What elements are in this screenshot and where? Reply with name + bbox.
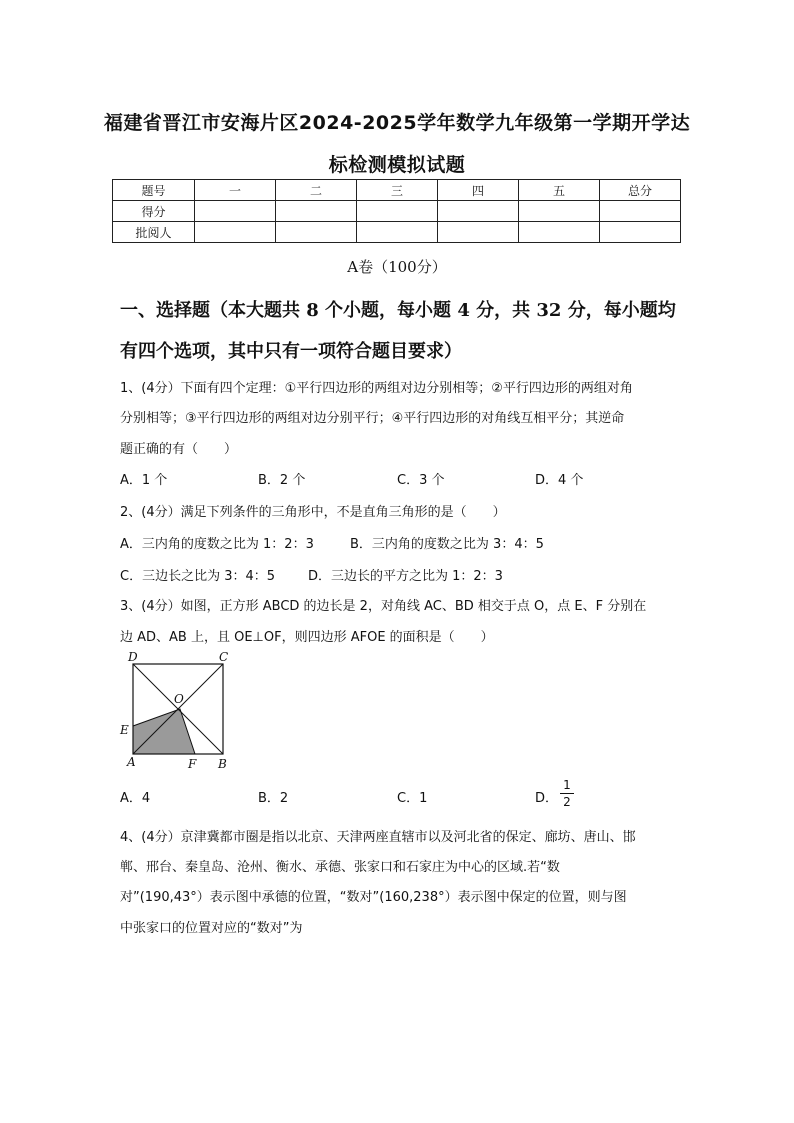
q4-line-2: 郸、邢台、秦皇岛、沧州、衡水、承德、张家口和石家庄为中心的区域.若“数 xyxy=(120,860,560,875)
label-b: B xyxy=(218,757,227,771)
score-cell[interactable] xyxy=(438,201,519,222)
label-f: F xyxy=(188,757,197,771)
grader-row xyxy=(113,222,681,243)
label-o: O xyxy=(174,692,184,706)
q3-line-1: 3、(4分）如图，正方形 ABCD 的边长是 2，对角线 AC、BD 相交于点 O，点 E、F 分别在 xyxy=(120,599,647,614)
q1-option-b[interactable]: B．2 个 xyxy=(258,473,306,488)
paper-section-heading: A卷（100分） xyxy=(347,258,447,276)
q3-option-c[interactable]: C．1 xyxy=(397,791,428,806)
score-table xyxy=(112,179,681,243)
grader-cell[interactable] xyxy=(600,222,681,243)
q2-option-c[interactable]: C．三边长之比为 3：4：5 xyxy=(120,569,276,584)
section1-heading-line-1: 一、选择题（本大题共 8 个小题，每小题 4 分，共 32 分，每小题均 xyxy=(120,300,676,321)
header-cell-total: 总分 xyxy=(600,180,681,201)
q1-option-d[interactable]: D．4 个 xyxy=(535,473,584,488)
section1-heading-line-2: 有四个选项，其中只有一项符合题目要求） xyxy=(120,341,462,362)
label-c: C xyxy=(219,650,229,664)
grader-cell[interactable] xyxy=(438,222,519,243)
score-cell[interactable] xyxy=(276,201,357,222)
q4-line-1: 4、(4分）京津冀都市圈是指以北京、天津两座直辖市以及河北省的保定、廊坊、唐山、邯 xyxy=(120,830,636,845)
q1-line-2: 分别相等；③平行四边形的两组对边分别平行；④平行四边形的对角线互相平分；其逆命 xyxy=(120,411,625,426)
title-line-2: 标检测模拟试题 xyxy=(328,154,466,176)
q1-line-1: 1、(4分）下面有四个定理：①平行四边形的两组对边分别相等；②平行四边形的两组对角 xyxy=(120,381,633,396)
q2-option-a[interactable]: A．三内角的度数之比为 1：2：3 xyxy=(120,537,314,552)
q1-line-3: 题正确的有（ ） xyxy=(120,442,238,457)
score-cell[interactable] xyxy=(195,201,276,222)
score-cell[interactable] xyxy=(600,201,681,222)
fraction-denominator: 2 xyxy=(563,795,571,809)
score-row xyxy=(113,201,681,222)
row-label-score: 得分 xyxy=(113,201,195,222)
square-figure xyxy=(115,645,240,775)
q3-option-d[interactable]: D． xyxy=(535,791,559,806)
q3-option-b[interactable]: B．2 xyxy=(258,791,289,806)
grader-cell[interactable] xyxy=(195,222,276,243)
q3-line-2: 边 AD、AB 上，且 OE⊥OF，则四边形 AFOE 的面积是（ ） xyxy=(120,630,494,645)
score-table-header-row xyxy=(113,180,681,201)
header-cell-3: 三 xyxy=(357,180,438,201)
q1-option-c[interactable]: C．3 个 xyxy=(397,473,445,488)
score-cell[interactable] xyxy=(357,201,438,222)
header-cell-2: 二 xyxy=(276,180,357,201)
q3-option-d-fraction xyxy=(560,778,574,809)
row-label-grader: 批阅人 xyxy=(113,222,195,243)
label-e: E xyxy=(120,723,129,737)
q2-option-b[interactable]: B．三内角的度数之比为 3：4：5 xyxy=(350,537,544,552)
grader-cell[interactable] xyxy=(519,222,600,243)
q1-option-a[interactable]: A．1 个 xyxy=(120,473,168,488)
grader-cell[interactable] xyxy=(357,222,438,243)
q2-option-d[interactable]: D．三边长的平方之比为 1：2：3 xyxy=(308,569,503,584)
header-cell-1: 一 xyxy=(195,180,276,201)
q4-line-3: 对”(190,43°）表示图中承德的位置，“数对”(160,238°）表示图中保定的位置，则与图 xyxy=(120,890,627,905)
label-d: D xyxy=(128,650,138,664)
title-line-1: 福建省晋江市安海片区2024-2025学年数学九年级第一学期开学达 xyxy=(103,112,691,134)
header-cell-4: 四 xyxy=(438,180,519,201)
score-cell[interactable] xyxy=(519,201,600,222)
fraction-numerator: 1 xyxy=(563,778,571,792)
q2-line-1: 2、(4分）满足下列条件的三角形中，不是直角三角形的是（ ） xyxy=(120,505,506,520)
header-cell-question-no: 题号 xyxy=(113,180,195,201)
fraction-bar xyxy=(560,793,574,794)
grader-cell[interactable] xyxy=(276,222,357,243)
label-a: A xyxy=(127,755,136,769)
shaded-quadrilateral-afoe xyxy=(133,709,195,754)
header-cell-5: 五 xyxy=(519,180,600,201)
q4-line-4: 中张家口的位置对应的“数对”为 xyxy=(120,921,303,936)
q3-option-a[interactable]: A．4 xyxy=(120,791,151,806)
